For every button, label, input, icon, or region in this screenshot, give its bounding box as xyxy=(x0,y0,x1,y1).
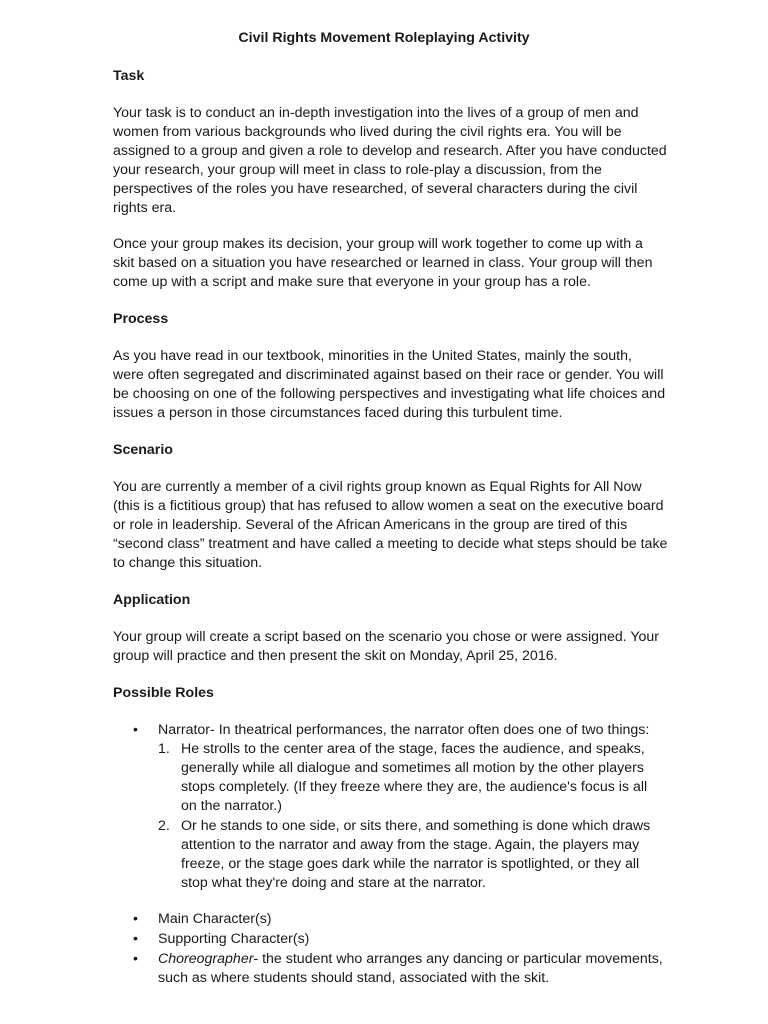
text-line: or role in leadership. Several of the African Americans in the group are tired of this xyxy=(113,517,628,533)
text-line: women from various backgrounds who lived during the civil rights era. You will be xyxy=(113,124,622,140)
text-line: Once your group makes its decision, your group will work together to come up with a xyxy=(113,236,643,252)
task-paragraph-1 xyxy=(113,104,673,218)
heading-scenario: Scenario xyxy=(113,442,173,458)
text-line: As you have read in our textbook, minorities in the United States, mainly the south, xyxy=(113,348,632,364)
bullet-icon: • xyxy=(133,931,138,947)
bullet-icon: • xyxy=(133,722,138,738)
heading-application: Application xyxy=(113,592,191,608)
main-characters-text: Main Character(s) xyxy=(158,911,272,927)
text-line: stop what they're doing and stare at the narrator. xyxy=(181,875,486,891)
supporting-characters-text: Supporting Character(s) xyxy=(158,931,310,947)
heading-process: Process xyxy=(113,311,169,327)
text-line: to change this situation. xyxy=(113,555,263,571)
choreographer-line-2: such as where students should stand, associated with the skit. xyxy=(158,970,550,986)
task-paragraph-2 xyxy=(113,235,673,292)
text-line: He strolls to the center area of the stage, faces the audience, and speaks, xyxy=(181,741,645,757)
text-line: come up with a script and make sure that everyone in your group has a role. xyxy=(113,274,591,290)
heading-task: Task xyxy=(113,68,145,84)
process-paragraph xyxy=(113,347,673,423)
item-number: 2. xyxy=(158,818,170,834)
application-paragraph xyxy=(113,628,673,666)
text-line: perspectives of the roles you have researched, of several characters during the civil xyxy=(113,181,638,197)
text-line: assigned to a group and given a role to develop and research. After you have conducted xyxy=(113,143,667,159)
text-line: Or he stands to one side, or sits there, and something is done which draws xyxy=(181,818,651,834)
text-line: on the narrator.) xyxy=(181,798,282,814)
text-line: were often segregated and discriminated against based on their race or gender. You will xyxy=(113,367,664,383)
choreographer-definition: - the student who arranges any dancing or particular movements, xyxy=(253,951,663,967)
text-line: attention to the narrator and away from the stage. Again, the players may xyxy=(181,837,640,853)
document-title: Civil Rights Movement Roleplaying Activity xyxy=(238,30,530,46)
choreographer-line-1 xyxy=(158,950,663,969)
text-line: issues a person in those circumstances faced during this turbulent time. xyxy=(113,405,563,421)
text-line: skit based on a situation you have researched or learned in class. Your group will then xyxy=(113,255,653,271)
numbered-item-text xyxy=(181,740,647,816)
scenario-paragraph xyxy=(113,478,673,573)
text-line: generally while all dialogue and sometimes all motion by the other players xyxy=(181,760,644,776)
choreographer-text xyxy=(158,950,663,988)
numbered-item-text xyxy=(181,817,650,893)
choreographer-term: Choreographer xyxy=(158,951,254,967)
text-line: your research, your group will meet in class to role-play a discussion, from the xyxy=(113,162,602,178)
text-line: group will practice and then present the skit on Monday, April 25, 2016. xyxy=(113,648,558,664)
narrator-text: Narrator- In theatrical performances, the narrator often does one of two things: xyxy=(158,722,650,738)
text-line: be choosing on one of the following perspectives and investigating what life choices and xyxy=(113,386,666,402)
text-line: (this is a fictitious group) that has refused to allow women a seat on the executive board xyxy=(113,498,664,514)
item-number: 1. xyxy=(158,741,170,757)
text-line: You are currently a member of a civil rights group known as Equal Rights for All Now xyxy=(113,479,642,495)
text-line: stops completely. (If they freeze where they are, the audience's focus is all xyxy=(181,779,648,795)
text-line: Your task is to conduct an in-depth investigation into the lives of a group of men and xyxy=(113,105,639,121)
bullet-icon: • xyxy=(133,911,138,927)
text-line: “second class” treatment and have called a meeting to decide what steps should be take xyxy=(113,536,668,552)
text-line: freeze, or the stage goes dark while the narrator is spotlighted, or they all xyxy=(181,856,640,872)
heading-possible-roles: Possible Roles xyxy=(113,685,214,701)
text-line: Your group will create a script based on the scenario you chose or were assigned. Your xyxy=(113,629,660,645)
text-line: rights era. xyxy=(113,200,177,216)
bullet-icon: • xyxy=(133,951,138,967)
